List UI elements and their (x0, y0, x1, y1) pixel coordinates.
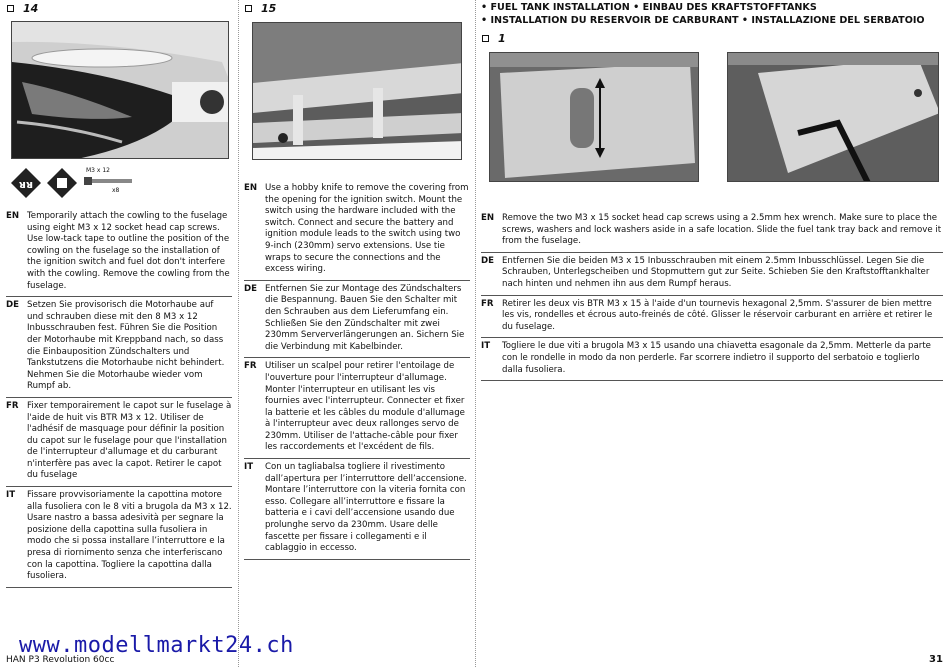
cowling-photo (11, 21, 229, 159)
page-number: 31 (929, 654, 943, 665)
screw-spec (82, 167, 142, 197)
section-title: • FUEL TANK INSTALLATION • EINBAU DES KRAFTSTOFFTANKS • INSTALLATION DU RESERVOIR DE CARBURANT • INSTALLAZIONE DEL SERBATOIO (481, 2, 925, 26)
block-it: IT Fissare provvisoriamente la capottina motore alla fusoliera con le 8 viti a brugola da M3 x 12. Usare nastro a bassa adesività per segnare la posizione della capottina sulla fusoliera in modo che si possa installare l’interruttore e la presa di riornimento senza che interferiscano con la capottina. Togliere la capottina dalla fusoliera. (6, 487, 232, 588)
screw-icon (84, 176, 134, 186)
step-header (244, 0, 470, 16)
block-en: EN Remove the two M3 x 15 socket head cap screws using a 2.5mm hex wrench. Make sure to place the screws, washers and lock washers aside in a safe location. Slide the fuel tank tray back and remove it from the fuselage. (481, 210, 943, 253)
fuel-tray-photo-2 (727, 52, 939, 182)
column-step-15 (244, 0, 470, 667)
fuselage-icon (10, 167, 42, 199)
tool-icons (10, 167, 142, 199)
step-header (481, 30, 943, 46)
column-fuel-tank (481, 0, 943, 667)
hex-wrench-icon (46, 167, 78, 199)
block-fr: FR Utiliser un scalpel pour retirer l'entoilage de l'ouverture pour l'interrupteur d'allumage. Monter l'interrupteur en utilisant les vis fournies avec l'interrupteur. Connecter et fixer la batterie et les câbles du module d'allumage à l'interrupteur avec deux rallonges servo de 230mm. Utiliser de l'attache-câble pour fixer les raccordements et l'excédent de fils. (244, 358, 470, 459)
screw-label: M3 x 12 (86, 167, 110, 174)
instructions (481, 210, 943, 381)
svg-text:ᴚᴚ: ᴚᴚ (18, 178, 34, 191)
fuel-tray-photo-1 (489, 52, 699, 182)
step-number: 15 (261, 1, 277, 15)
block-de: DE Setzen Sie provisorisch die Motorhaube auf und schrauben diese mit den 8 M3 x 12 Inbusschrauben fest. Führen Sie die Position der Motorhaube mit Kreppband nach, so dass die Einbauposition Zündschalters und Tankstutzens die Motorhaube nicht behindert. Nehmen Sie die Motorhaube wieder vom Rumpf ab. (6, 297, 232, 398)
ignition-switch-photo (252, 22, 462, 160)
instructions (244, 180, 470, 560)
screw-count: x8 (112, 187, 120, 194)
block-fr: FR Fixer temporairement le capot sur le fuselage à l'aide de huit vis BTR M3 x 12. Utiliser de l'adhésif de masquage pour définir la position du capot sur le fuselage pour que l'installation de l'interrupteur d'allumage et du carburant n'interfère pas avec la capot. Retirer le capot du fuselage (6, 398, 232, 487)
column-step-14 (6, 0, 232, 667)
block-fr: FR Retirer les deux vis BTR M3 x 15 à l'aide d'un tournevis hexagonal 2,5mm. S'assurer de bien mettre les vis, rondelles et écrous auto-freinés de côté. Glisser le réservoir carburant en arrière et retirer le du fuselage. (481, 296, 943, 339)
watermark: www.modellmarkt24.ch (19, 633, 294, 658)
block-de: DE Entfernen Sie zur Montage des Zündschalters die Bespannung. Bauen Sie den Schalter mit den Schrauben aus dem Lieferumfang ein. Schließen Sie den Zündschalter mit zwei 230mm Serververlängerungen an. Sichern Sie die Verbindung mit Kabelbinder. (244, 281, 470, 359)
block-it: IT Con un tagliabalsa togliere il rivestimento dall’apertura per l’interruttore dell’accensione. Montare l’interruttore con la viteria fornita con esso. Collegare all’interruttore e fissare la batteria e i cavi dell’accensione usando due prolunghe servo da 230mm. Usare delle fascette per fissare i collegamenti e il cablaggio in eccesso. (244, 459, 470, 560)
step-header (6, 0, 232, 16)
checkbox[interactable] (7, 5, 14, 12)
block-de: DE Entfernen Sie die beiden M3 x 15 Inbusschrauben mit einem 2.5mm Inbusschlüssel. Legen Sie die Schrauben, Unterlegscheiben und Stopmuttern gut zur Seite. Schieben Sie den Kraftstofftankhalter nach hinten und nehmen ihn aus dem Rumpf heraus. (481, 253, 943, 296)
block-en: EN Use a hobby knife to remove the covering from the opening for the ignition switch. Mount the switch using the hardware included with the switch. Connect and secure the battery and ignition module leads to the switch using two 9-inch (230mm) servo extensions. Use tie wraps to secure the connections and the excess wiring. (244, 180, 470, 281)
step-number: 14 (23, 1, 39, 15)
block-it: IT Togliere le due viti a brugola M3 x 15 usando una chiavetta esagonale da 2,5mm. Metterle da parte con le rondelle in modo da non perderle. Far scorrere indietro il supporto del serbatoio e toglierlo dalla fusoliera. (481, 338, 943, 381)
checkbox[interactable] (482, 35, 489, 42)
block-en: EN Temporarily attach the cowling to the fuselage using eight M3 x 12 socket head cap screws. Use low-tack tape to outline the position of the cowling on the fuselage so the installation of the ignition switch and fuel dot don't interfere with the cowling. Remove the cowling from the fuselage. (6, 208, 232, 297)
footer-title: HAN P3 Revolution 60cc (6, 655, 115, 665)
instructions (6, 208, 232, 588)
step-number: 1 (498, 31, 506, 45)
checkbox[interactable] (245, 5, 252, 12)
